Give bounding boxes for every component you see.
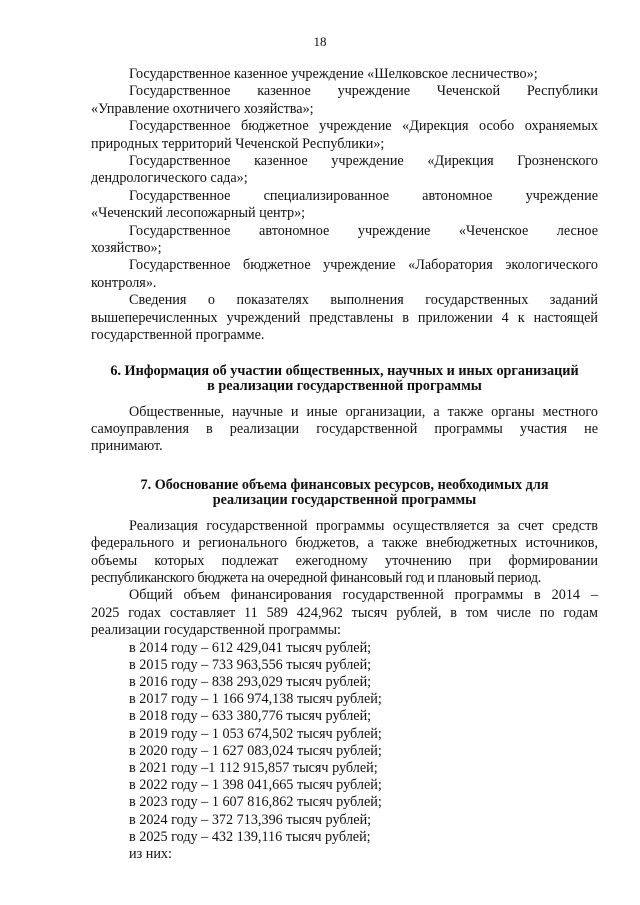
institution-item-cont: дендрологического сада»; <box>91 170 248 187</box>
year-funding-item: в 2016 году – 838 293,029 тысяч рублей; <box>129 673 372 690</box>
year-funding-item: в 2018 году – 633 380,776 тысяч рублей; <box>129 708 372 725</box>
section-7-para1: Реализация государственной программы осуществляется за счет средств <box>129 517 598 534</box>
page-number: 18 <box>313 34 327 49</box>
year-funding-item: в 2020 году – 1 627 083,024 тысяч рублей; <box>129 742 382 759</box>
year-funding-item: в 2014 году – 612 429,041 тысяч рублей; <box>129 639 372 656</box>
year-funding-item: в 2022 году – 1 398 041,665 тысяч рублей; <box>129 777 382 794</box>
year-funding-item: в 2023 году – 1 607 816,862 тысяч рублей; <box>129 794 382 811</box>
institution-item-cont: хозяйство»; <box>91 240 162 257</box>
institution-item-cont: контроля». <box>91 274 157 291</box>
section-7-para1: республиканского бюджета на очередной финансовый год и плановый период. <box>91 569 541 586</box>
year-funding-item: в 2021 году –1 112 915,857 тысяч рублей; <box>129 759 378 776</box>
year-funding-item: в 2024 году – 372 713,396 тысяч рублей; <box>129 811 372 828</box>
section-6-heading-line: в реализации государственной программы <box>207 377 482 394</box>
section-6-heading <box>91 364 598 394</box>
institution-item: Государственное казенное учреждение «Шелковское лесничество»; <box>129 66 538 82</box>
section-7-heading-line: 7. Обоснование объема финансовых ресурсов, необходимых для <box>140 476 549 493</box>
section-7-para2: 2025 годах составляет 11 589 424,962 тысяч рублей, в том числе по годам <box>91 604 598 621</box>
section-6-text: принимают. <box>91 438 163 455</box>
section-7-heading-line: реализации государственной программы <box>212 491 477 508</box>
section-7-para1: федерального и регионального бюджетов, а также внебюджетных источников, <box>91 535 598 552</box>
state-tasks-line: вышеперечисленных учреждений представлены в приложении 4 к настоящей <box>91 309 598 326</box>
year-funding-item: в 2025 году – 432 139,116 тысяч рублей; <box>129 828 371 845</box>
institution-item: Государственное бюджетное учреждение «Лаборатория экологического <box>129 257 598 274</box>
institution-item: Государственное бюджетное учреждение «Дирекция особо охраняемых <box>129 118 598 135</box>
section-6-text: самоуправления в реализации государственной программы участия не <box>91 420 598 437</box>
section-7-para1: объемы которых подлежат ежегодному уточнению при формировании <box>91 552 598 569</box>
institution-item-cont: «Управление охотничего хозяйства»; <box>91 100 314 117</box>
institution-item: Государственное казенное учреждение Чеченской Республики <box>129 83 598 100</box>
state-tasks-line: государственной программе. <box>91 327 265 344</box>
section-7-para2: Общий объем финансирования государственной программы в 2014 – <box>129 587 598 604</box>
institution-item-cont: природных территорий Чеченской Республики»; <box>91 135 385 152</box>
institution-item-cont: «Чеченский лесопожарный центр»; <box>91 205 306 222</box>
institution-item: Государственное казенное учреждение «Дирекция Грозненского <box>129 153 598 170</box>
section-7-para2: реализации государственной программы: <box>91 622 341 639</box>
section-7-heading <box>91 478 598 508</box>
page-content <box>91 66 598 863</box>
funding-tail: из них: <box>129 846 172 862</box>
year-funding-item: в 2019 году – 1 053 674,502 тысяч рублей; <box>129 725 382 742</box>
section-6-heading-line: 6. Информация об участии общественных, научных и иных организаций <box>110 362 579 379</box>
year-funding-item: в 2017 году – 1 166 974,138 тысяч рублей; <box>129 691 382 708</box>
section-6-text: Общественные, научные и иные организации, а также органы местного <box>129 403 598 420</box>
year-funding-item: в 2015 году – 733 963,556 тысяч рублей; <box>129 656 372 673</box>
institution-item: Государственное автономное учреждение «Чеченское лесное <box>129 222 598 239</box>
institution-item: Государственное специализированное автономное учреждение <box>129 187 598 204</box>
state-tasks-line: Сведения о показателях выполнения государственных заданий <box>129 292 598 309</box>
